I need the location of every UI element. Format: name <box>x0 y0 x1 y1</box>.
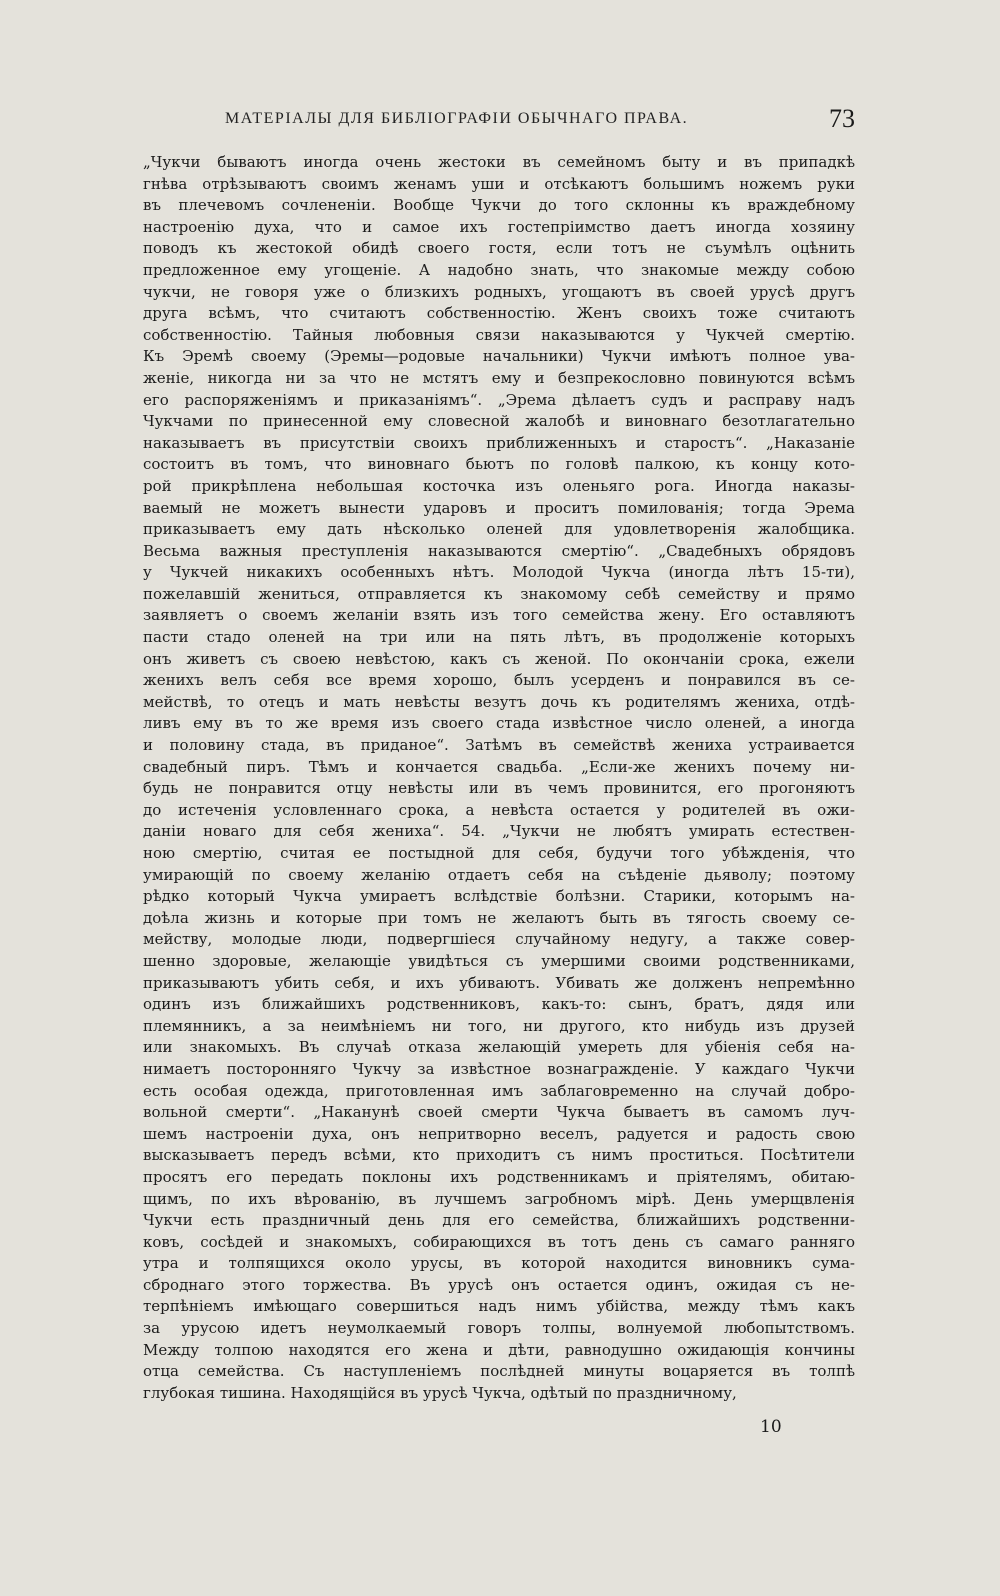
text-line: пожелавшій жениться, отправляется къ знакомому себѣ семейству и прямо <box>143 584 855 603</box>
text-line: щимъ, по ихъ вѣрованію, въ лучшемъ загробномъ мірѣ. День умерщвленія <box>143 1189 855 1208</box>
text-line: Къ Эремѣ своему (Эремы—родовые начальники) Чукчи имѣютъ полное ува- <box>143 347 855 366</box>
text-line: шенно здоровые, желающіе увидѣться съ умершими своими родственниками, <box>143 951 855 970</box>
signature-mark: 10 <box>760 1417 782 1437</box>
text-line: терпѣніемъ имѣющаго совершиться надъ нимъ убійства, между тѣмъ какъ <box>143 1297 855 1316</box>
text-line: Чукчи есть праздничный день для его семейства, ближайшихъ родственни- <box>143 1211 855 1230</box>
text-line: состоитъ въ томъ, что виновнаго бьютъ по головѣ палкою, къ концу кото- <box>143 455 855 474</box>
text-line: онъ живетъ съ своею невѣстою, какъ съ женой. По окончаніи срока, ежели <box>143 649 855 668</box>
text-line: заявляетъ о своемъ желаніи взять изъ того семейства жену. Его оставляютъ <box>143 606 855 625</box>
text-line: его распоряженіямъ и приказаніямъ“. „Эрема дѣлаетъ судъ и расправу надъ <box>143 390 855 409</box>
text-line: доѣла жизнь и которые при томъ не желаютъ быть въ тягость своему се- <box>143 908 855 927</box>
text-line: одинъ изъ ближайшихъ родственниковъ, какъ-то: сынъ, братъ, дядя или <box>143 995 855 1014</box>
text-line: вольной смерти“. „Наканунѣ своей смерти Чукча бываетъ въ самомъ луч- <box>143 1103 855 1122</box>
text-line: умирающій по своему желанію отдаетъ себя на съѣденіе дьяволу; поэтому <box>143 865 855 884</box>
text-line: ною смертію, считая ее постыдной для себя, будучи того убѣжденія, что <box>143 844 855 862</box>
text-line: высказываетъ передъ всѣми, кто приходитъ съ нимъ проститься. Посѣтители <box>143 1146 855 1165</box>
text-line: или знакомыхъ. Въ случаѣ отказа желающій умереть для убіенія себя на- <box>143 1038 855 1057</box>
page-number: 73 <box>829 104 855 133</box>
text-line: ливъ ему въ то же время изъ своего стада извѣстное число оленей, а иногда <box>143 714 855 733</box>
text-line: „Чукчи бываютъ иногда очень жестоки въ семейномъ быту и въ припадкѣ <box>143 153 855 171</box>
text-line: настроенію духа, что и самое ихъ гостепріимство даетъ иногда хозяину <box>143 217 855 236</box>
text-line: мейству, молодые люди, подвергшіеся случайному недугу, а также совер- <box>143 930 855 949</box>
text-line: ваемый не можетъ вынести ударовъ и проситъ помилованія; тогда Эрема <box>143 498 855 517</box>
text-line: утра и толпящихся около урусы, въ которой находится виновникъ сума- <box>143 1254 855 1273</box>
text-line: шемъ настроеніи духа, онъ непритворно веселъ, радуется и радость свою <box>143 1124 855 1143</box>
text-line: глубокая тишина. Находящійся въ урусѣ Чукча, одѣтый по праздничному, <box>143 1383 737 1402</box>
text-line: наказываетъ въ присутствіи своихъ приближенныхъ и старостъ“. „Наказаніе <box>143 433 855 452</box>
text-line: гнѣва отрѣзываютъ своимъ женамъ уши и отсѣкаютъ большимъ ножемъ руки <box>143 174 855 193</box>
text-line: Весьма важныя преступленія наказываются смертію“. „Свадебныхъ обрядовъ <box>143 541 855 560</box>
text-line: есть особая одежда, приготовленная имъ заблаговременно на случай добро- <box>143 1081 855 1100</box>
text-line: свадебный пиръ. Тѣмъ и кончается свадьба. „Если-же женихъ почему ни- <box>143 757 855 776</box>
text-line: и половину стада, въ приданое“. Затѣмъ въ семействѣ жениха устраивается <box>143 736 855 755</box>
text-line: племянникъ, а за неимѣніемъ ни того, ни другого, кто нибудь изъ друзей <box>143 1016 855 1035</box>
text-line: рѣдко который Чукча умираетъ вслѣдствіе болѣзни. Старики, которымъ на- <box>143 887 855 906</box>
text-line: отца семейства. Съ наступленіемъ послѣдней минуты воцаряется въ толпѣ <box>143 1362 855 1381</box>
text-line: у Чукчей никакихъ особенныхъ нѣтъ. Молодой Чукча (иногда лѣтъ 15-ти), <box>143 563 855 582</box>
text-line: мействѣ, то отецъ и мать невѣсты везутъ дочь къ родителямъ жениха, отдѣ- <box>143 692 855 711</box>
text-line: женихъ велъ себя все время хорошо, былъ усерденъ и понравился въ се- <box>143 671 855 690</box>
text-line: пасти стадо оленей на три или на пять лѣтъ, въ продолженіе которыхъ <box>143 628 855 647</box>
text-line: Чукчами по принесенной ему словесной жалобѣ и виновнаго безотлагательно <box>143 412 855 431</box>
text-line: въ плечевомъ сочлененіи. Вообще Чукчи до того склонны къ враждебному <box>143 196 855 215</box>
text-line: будь не понравится отцу невѣсты или въ чемъ провинится, его прогоняютъ <box>143 779 855 798</box>
text-line: поводъ къ жестокой обидѣ своего гостя, если тотъ не съумѣлъ оцѣнить <box>143 239 855 258</box>
text-line: даніи новаго для себя жениха“. 54. „Чукчи не любятъ умирать естествен- <box>143 822 855 841</box>
text-line: друга всѣмъ, что считаютъ собственностію. Женъ своихъ тоже считаютъ <box>143 304 855 323</box>
text-line: приказываетъ ему дать нѣсколько оленей для удовлетворенія жалобщика. <box>143 520 855 539</box>
text-line: рой прикрѣплена небольшая косточка изъ оленьяго рога. Иногда наказы- <box>143 476 855 495</box>
running-head: МАТЕРІАЛЫ ДЛЯ БИБЛІОГРАФІИ ОБЫЧНАГО ПРАВА. <box>225 110 689 127</box>
text-line: предложенное ему угощеніе. А надобно знать, что знакомые между собою <box>143 260 855 279</box>
text-line: собственностію. Тайныя любовныя связи наказываются у Чукчей смертію. <box>143 325 855 344</box>
body-text <box>143 152 855 1404</box>
text-line: за урусою идетъ неумолкаемый говоръ толпы, волнуемой любопытствомъ. <box>143 1319 855 1338</box>
text-line: ковъ, сосѣдей и знакомыхъ, собирающихся въ тотъ день съ самаго ранняго <box>143 1232 855 1251</box>
text-line: сброднаго этого торжества. Въ урусѣ онъ остается одинъ, ожидая съ не- <box>143 1275 855 1294</box>
text-line: до истеченія условленнаго срока, а невѣста остается у родителей въ ожи- <box>143 800 855 819</box>
text-line: женіе, никогда ни за что не мстятъ ему и безпрекословно повинуются всѣмъ <box>143 368 855 387</box>
text-line: Между толпою находятся его жена и дѣти, равнодушно ожидающія кончины <box>143 1340 855 1359</box>
text-line: просятъ его передать поклоны ихъ родственникамъ и пріятелямъ, обитаю- <box>143 1167 855 1186</box>
text-line: нимаетъ посторонняго Чукчу за извѣстное вознагражденіе. У каждаго Чукчи <box>143 1059 855 1078</box>
text-line: приказываютъ убить себя, и ихъ убиваютъ. Убивать же долженъ непремѣнно <box>143 973 855 992</box>
text-line: чукчи, не говоря уже о близкихъ родныхъ, угощаютъ въ своей урусѣ другъ <box>143 282 855 301</box>
